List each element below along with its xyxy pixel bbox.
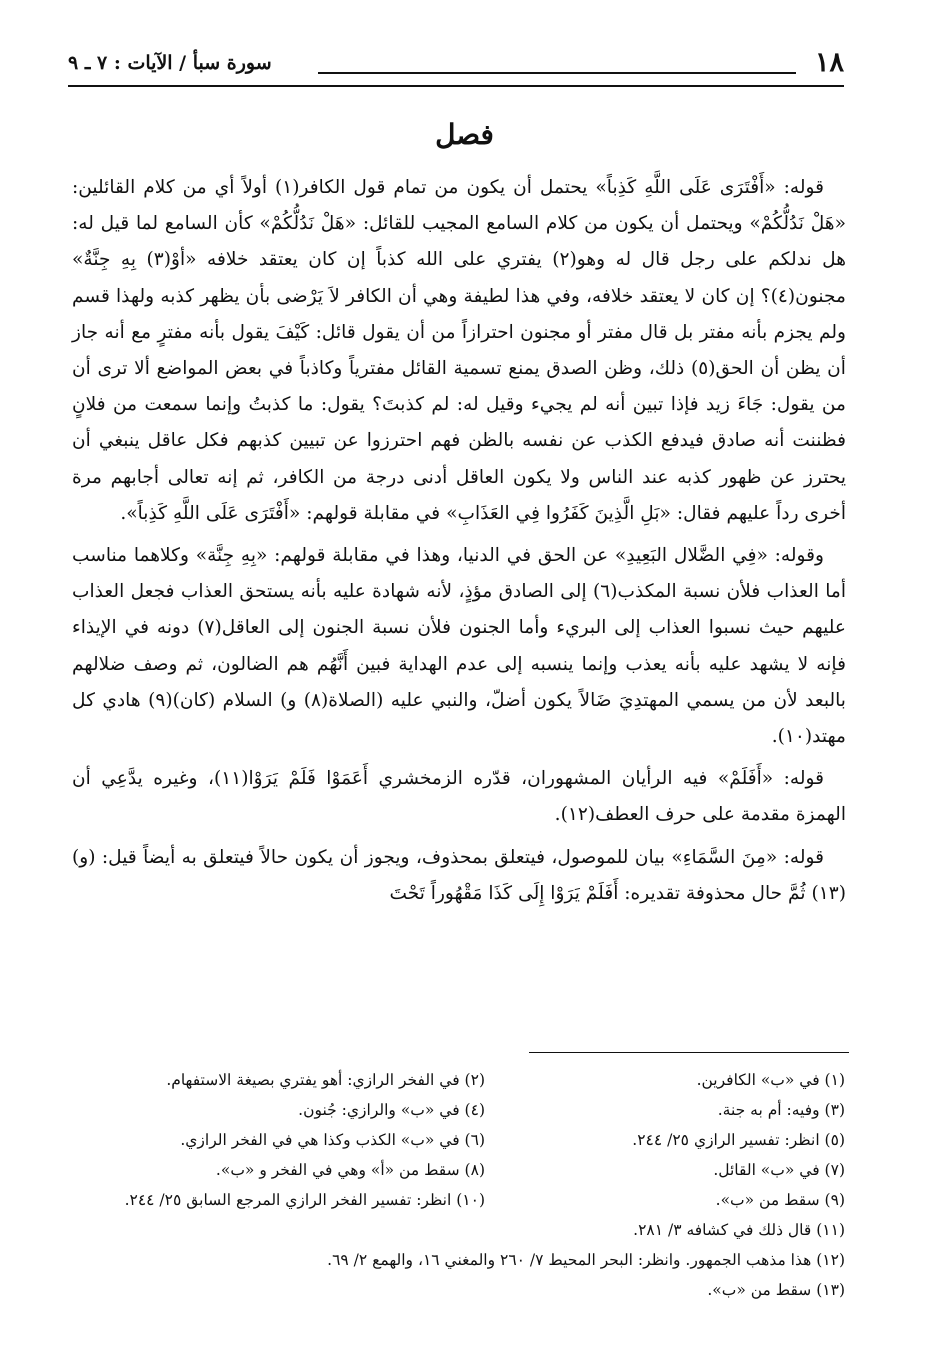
footnote-row	[100, 1155, 845, 1185]
footnote: (٢) في الفخر الرازي: أهو يفتري بصيغة الاستفهام.	[166, 1071, 485, 1089]
footnotes	[100, 1065, 845, 1305]
paragraph: قوله: «مِنَ السَّمَاءِ» بيان للموصول، فيتعلق بمحذوف، ويجوز أن يكون حالاً فيتعلق به أيضاً قيل: (و)(١٣) ثُمَّ حال محذوفة تقديره: أَفَلَمْ يَرَوْا إِلَى كَذَا مَقْهُوراً تَحْتَ	[72, 846, 846, 904]
footnote: (١) في «ب» الكافرين.	[696, 1071, 845, 1089]
footnote-row	[100, 1125, 845, 1155]
footnote: (٨) سقط من «أ» وهي في الفخر و «ب».	[215, 1161, 485, 1179]
footnote: (٧) في «ب» القائل.	[713, 1161, 845, 1179]
running-title: سورة سبأ / الآيات : ٧ ـ ٩	[68, 52, 272, 74]
footnote: (٩) سقط من «ب».	[715, 1191, 845, 1209]
footnote: (١٠) انظر: تفسير الفخر الرازي المرجع السابق ٢٥/ ٢٤٤.	[124, 1191, 485, 1209]
header-rule	[318, 72, 796, 74]
header-divider	[68, 85, 844, 87]
main-text	[72, 170, 846, 918]
footnote-row	[100, 1185, 845, 1215]
paragraph: وقوله: «فِي الضَّلال البَعِيدِ» عن الحق في الدنيا، وهذا في مقابلة قولهم: «بِهِ جِنَّة» وكلاهما مناسب أما العذاب فلأن نسبة المكذب(٦) إلى الصادق مؤذٍ، لأنه شهادة عليه بأنه يستحق العذاب فجعل العذاب عليهم حيث نسبوا العذاب إلى البريء وأما الجنون فلأن نسبة الجنون إلى العاقل(٧) دونه في الإيذاء فإنه لا يشهد عليه بأنه يعذب وإنما ينسبه إلى عدم الهداية فبين أَنَّهُم هم الضالون، ثم وصف ضلالهم بالبعد لأن من يسمي المهتدِيَ ضَالاً يكون أضلّ، والنبي عليه (الصلاة(٨) و) السلام (كان)(٩) هادي كل مهتد(١٠).	[72, 545, 846, 748]
footnote: (٣) وفيه: أم به جنة.	[717, 1101, 845, 1119]
footnote: (٦) في «ب» الكذب وكذا هي في الفخر الرازي.	[180, 1131, 485, 1149]
section-heading: فصل	[435, 118, 494, 151]
footnote: (١١) قال ذلك في كشافه ٣/ ٢٨١.	[633, 1221, 845, 1239]
footnote-row	[100, 1065, 845, 1095]
footnote: (٥) انظر: تفسير الرازي ٢٥/ ٢٤٤.	[632, 1131, 845, 1149]
footnote-row	[100, 1095, 845, 1125]
paragraph: قوله: «أَفْتَرَى عَلَى اللَّهِ كَذِباً» يحتمل أن يكون من تمام قول الكافر(١) أولاً أي من كلام القائلين: «هَلْ نَدُلُّكُمْ» ويحتمل أن يكون من كلام السامع المجيب للقائل: «هَلْ نَدُلُّكُمْ» كأن السامع لما قيل له: هل ندلكم على رجل قال له وهو(٢) يفتري على الله كذباً إن كان يعتقد خلافه «أوْ(٣) بِهِ جِنَّةٌ» مجنون(٤)؟ إن كان لا يعتقد خلافه، وفي هذا لطيفة وهي أن الكافر لاَ يَرْضى بأن يظهر كذبه ولهذا قسم ولم يجزم بأنه مفتر بل قال مفتر أو مجنون احترازاً من أن يقول قائل: كَيْفَ يقول بأنه مفترٍ مع أنه جاز أن يظن أن الحق(٥) ذلك، وظن الصدق يمنع تسمية القائل مفترياً وكاذباً في بعض المواضع ألا ترى أن من يقول: جَاءَ زيد فإذا تبين أنه لم يجيء وقيل له: لم كذبتَ؟ يقول: ما كذبتُ وإنما سمعت من فلانٍ فظننت أنه صادق فيدفع الكذب عن نفسه بالظن فهم احترزوا عن تبيين كذبهم فكل عاقل ينبغي أن يحترز عن ظهور كذبه عند الناس ولا يكون العاقل أدنى درجة من الكافر، ثم إنه تعالى أجابهم مرة أخرى رداً عليهم فقال: «بَلِ الَّذِينَ كَفَرُوا فِي العَذَابِ» في مقابلة قولهم: «أَفْتَرَى عَلَى اللَّهِ كَذِباً».	[72, 177, 846, 524]
footnote: (١٣) سقط من «ب».	[707, 1281, 845, 1299]
footnote-separator	[529, 1052, 849, 1053]
footnote: (٤) في «ب» والرازي: جُنون.	[298, 1101, 485, 1119]
paragraph: قوله: «أَفَلَمْ» فيه الرأيان المشهوران، قدّره الزمخشري أَعَمَوْا فَلَمْ يَرَوْا(١١)، وغيره يدَّعِي أن الهمزة مقدمة على حرف العطف(١٢).	[72, 768, 846, 826]
page-number: ١٨	[814, 47, 844, 78]
page-header	[68, 48, 844, 78]
footnote: (١٢) هذا مذهب الجمهور. وانظر: البحر المحيط ٧/ ٢٦٠ والمغني ١٦، والهمع ٢/ ٦٩.	[327, 1251, 845, 1269]
